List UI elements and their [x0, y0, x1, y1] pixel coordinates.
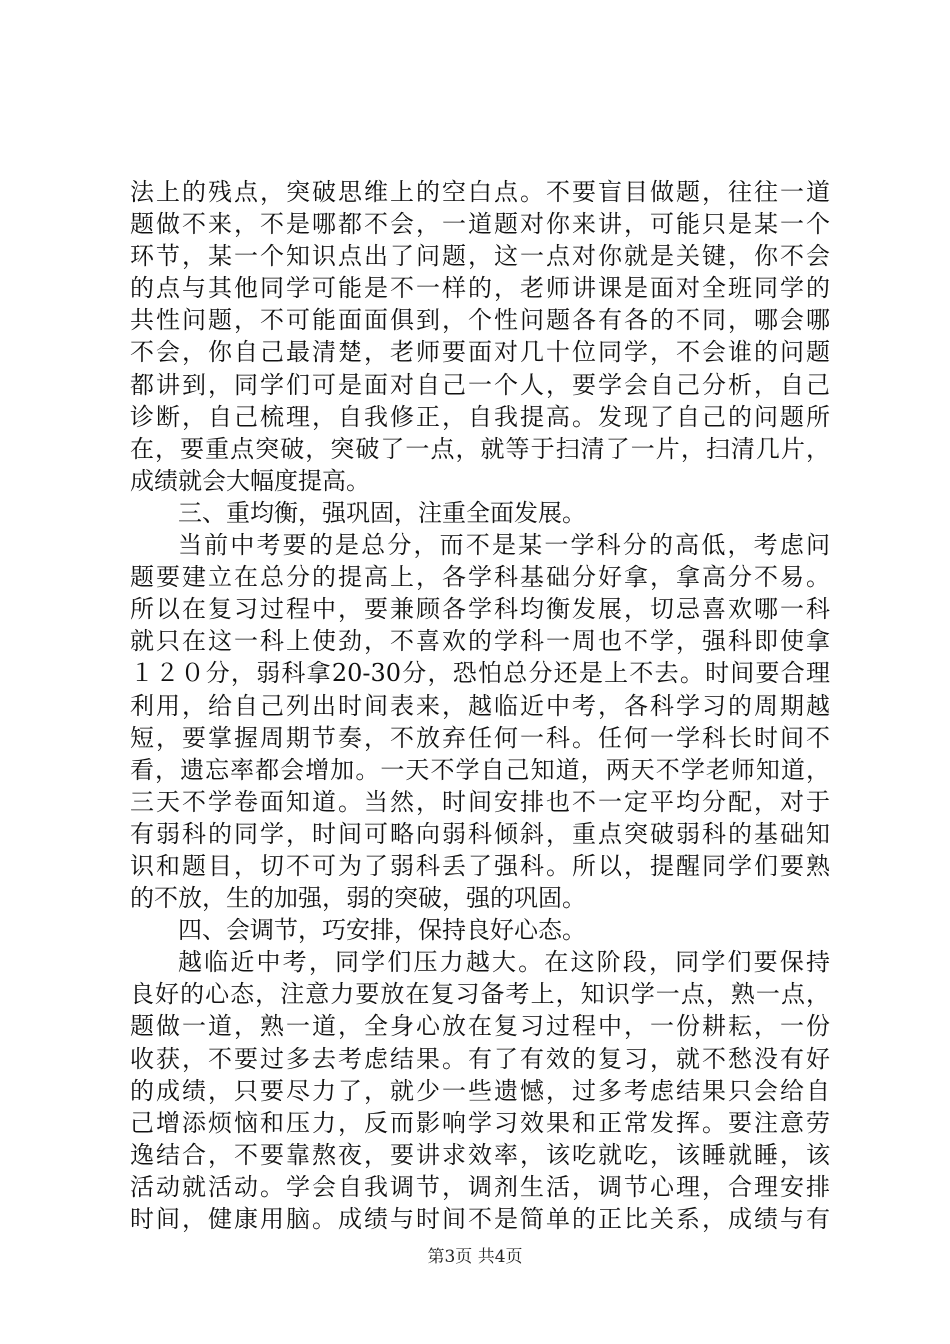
text-line: 的点与其他同学可能是不一样的，老师讲课是面对全班同学的: [130, 274, 830, 303]
text-line: 题做不来，不是哪都不会，一道题对你来讲，可能只是某一个: [130, 210, 830, 239]
text-line: 在，要重点突破，突破了一点，就等于扫清了一片，扫清几片，: [130, 434, 830, 463]
text-line: 所以在复习过程中，要兼顾各学科均衡发展，切忌喜欢哪一科: [130, 595, 830, 624]
text-line: 成绩就会大幅度提高。: [130, 466, 370, 495]
text-line: 短，要掌握周期节奏，不放弃任何一科。任何一学科长时间不: [130, 723, 830, 752]
text-line: 题要建立在总分的提高上，各学科基础分好拿，拿高分不易。: [130, 563, 830, 592]
text-line: 时间，健康用脑。成绩与时间不是简单的正比关系，成绩与有: [130, 1205, 830, 1233]
text-line: 良好的心态，注意力要放在复习备考上，知识学一点，熟一点，: [130, 980, 830, 1009]
text-line: 不会，你自己最清楚，老师要面对几十位同学，不会谁的问题: [130, 338, 830, 367]
text-line: 的成绩，只要尽力了，就少一些遗憾，过多考虑结果只会给自: [130, 1076, 830, 1105]
text-line: 活动就活动。学会自我调节，调剂生活，调节心理，合理安排: [130, 1172, 830, 1201]
text-line: 越临近中考，同学们压力越大。在这阶段，同学们要保持: [178, 948, 830, 977]
text-line: 四、会调节，巧安排，保持良好心态。: [178, 916, 586, 945]
text-line: 看，遗忘率都会增加。一天不学自己知道，两天不学老师知道，: [130, 755, 830, 784]
text-line: 就只在这一科上使劲，不喜欢的学科一周也不学，强科即使拿: [130, 627, 830, 656]
text-line: 题做一道，熟一道，全身心放在复习过程中，一份耕耘，一份: [130, 1012, 830, 1041]
text-line: 法上的残点，突破思维上的空白点。不要盲目做题，往往一道: [130, 178, 830, 206]
text-line: 的不放，生的加强，弱的突破，强的巩固。: [130, 884, 586, 913]
text-line: 利用，给自己列出时间表来，越临近中考，各科学习的周期越: [130, 691, 830, 720]
text-line: 诊断，自己梳理，自我修正，自我提高。发现了自己的问题所: [130, 402, 830, 431]
text-line: 识和题目，切不可为了弱科丢了强科。所以，提醒同学们要熟: [130, 851, 830, 880]
text-line: 都讲到，同学们可是面对自己一个人，要学会自己分析，自己: [130, 370, 830, 399]
text-line: 共性问题，不可能面面俱到，个性问题各有各的不同，哪会哪: [130, 306, 830, 335]
text-line: 己增添烦恼和压力，反而影响学习效果和正常发挥。要注意劳: [130, 1108, 830, 1137]
body-text: [130, 176, 830, 1235]
text-line: 三天不学卷面知道。当然，时间安排也不一定平均分配，对于: [130, 787, 830, 816]
page-footer: 第3页 共4页: [427, 1247, 523, 1267]
text-line: 有弱科的同学，时间可略向弱科倾斜，重点突破弱科的基础知: [130, 819, 830, 848]
text-line: 当前中考要的是总分，而不是某一学科分的高低，考虑问: [178, 531, 830, 560]
text-line: 三、重均衡，强巩固，注重全面发展。: [178, 498, 586, 527]
text-line: 环节，某一个知识点出了问题，这一点对你就是关键，你不会: [130, 242, 830, 271]
text-line: 收获，不要过多去考虑结果。有了有效的复习，就不愁没有好: [130, 1044, 830, 1073]
text-line: 逸结合，不要靠熬夜，要讲求效率，该吃就吃，该睡就睡，该: [130, 1140, 830, 1169]
text-line: １２０分，弱科拿20-30分，恐怕总分还是上不去。时间要合理: [130, 659, 830, 688]
